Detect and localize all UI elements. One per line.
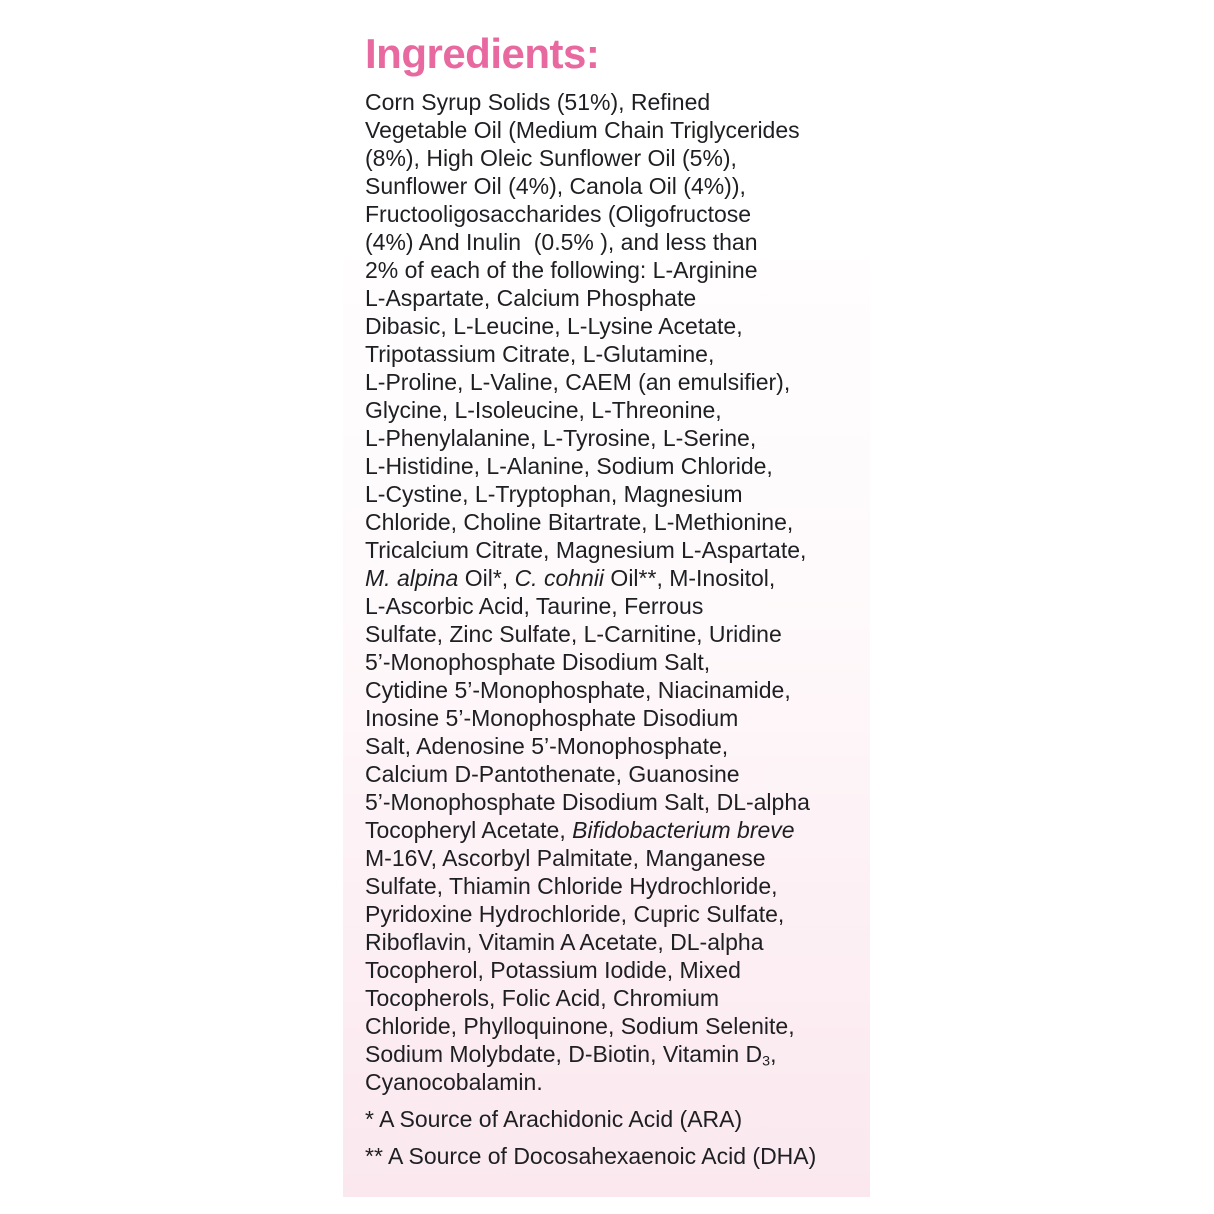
footnote-ara: * A Source of Arachidonic Acid (ARA) <box>365 1106 743 1132</box>
ingredient-line: Chloride, Choline Bitartrate, L-Methionine, <box>365 509 794 535</box>
ingredient-line: Tocopherol, Potassium Iodide, Mixed <box>365 957 741 983</box>
ingredient-line: Salt, Adenosine 5’-Monophosphate, <box>365 733 729 759</box>
ingredient-line: Sodium Molybdate, D-Biotin, Vitamin $D_3$, <box>365 1041 777 1070</box>
ingredient-line: Tocopheryl Acetate, Bifidobacterium breve <box>365 817 795 843</box>
ingredient-line: M. alpina Oil*, C. cohnii Oil**, M-Inositol, <box>365 565 776 591</box>
ingredient-line: Corn Syrup Solids (51%), Refined <box>365 89 711 115</box>
ingredient-line: (8%), High Oleic Sunflower Oil (5%), <box>365 145 737 171</box>
ingredient-line: Sulfate, Thiamin Chloride Hydrochloride, <box>365 873 778 899</box>
ingredient-line: 5’-Monophosphate Disodium Salt, DL-alpha <box>365 789 810 815</box>
ingredient-line: (4%) And Inulin (0.5% ), and less than <box>365 229 758 255</box>
ingredient-line: Pyridoxine Hydrochloride, Cupric Sulfate, <box>365 901 785 927</box>
ingredient-line: Tripotassium Citrate, L-Glutamine, <box>365 341 715 367</box>
ingredients-heading: Ingredients: <box>365 30 600 77</box>
ingredient-line: Cytidine 5’-Monophosphate, Niacinamide, <box>365 677 791 703</box>
ingredient-line: Glycine, L-Isoleucine, L-Threonine, <box>365 397 722 423</box>
ingredient-line: Inosine 5’-Monophosphate Disodium <box>365 705 739 731</box>
ingredient-line: Cyanocobalamin. <box>365 1069 543 1095</box>
ingredient-line: L-Proline, L-Valine, CAEM (an emulsifier), <box>365 369 791 395</box>
ingredient-line: 2% of each of the following: L-Arginine <box>365 257 758 283</box>
ingredient-line: Tricalcium Citrate, Magnesium L-Aspartate, <box>365 537 807 563</box>
ingredients-section <box>365 28 885 1170</box>
ingredients-list <box>365 88 885 1096</box>
ingredient-line: Vegetable Oil (Medium Chain Triglycerides <box>365 117 800 143</box>
ingredient-line: L-Aspartate, Calcium Phosphate <box>365 285 697 311</box>
ingredient-line: Sunflower Oil (4%), Canola Oil (4%)), <box>365 173 746 199</box>
ingredient-line: L-Histidine, L-Alanine, Sodium Chloride, <box>365 453 773 479</box>
ingredient-line: Dibasic, L-Leucine, L-Lysine Acetate, <box>365 313 743 339</box>
ingredient-line: L-Cystine, L-Tryptophan, Magnesium <box>365 481 743 507</box>
ingredient-line: M-16V, Ascorbyl Palmitate, Manganese <box>365 845 766 871</box>
ingredient-line: Fructooligosaccharides (Oligofructose <box>365 201 752 227</box>
ingredient-line: Riboflavin, Vitamin A Acetate, DL-alpha <box>365 929 764 955</box>
ingredient-line: L-Ascorbic Acid, Taurine, Ferrous <box>365 593 704 619</box>
footnote-dha: ** A Source of Docosahexaenoic Acid (DHA) <box>365 1143 817 1169</box>
ingredient-line: L-Phenylalanine, L-Tyrosine, L-Serine, <box>365 425 757 451</box>
ingredient-line: Tocopherols, Folic Acid, Chromium <box>365 985 720 1011</box>
ingredient-line: Chloride, Phylloquinone, Sodium Selenite, <box>365 1013 795 1039</box>
ingredient-line: Sulfate, Zinc Sulfate, L-Carnitine, Uridine <box>365 621 782 647</box>
ingredient-line: 5’-Monophosphate Disodium Salt, <box>365 649 711 675</box>
ingredient-line: Calcium D-Pantothenate, Guanosine <box>365 761 740 787</box>
